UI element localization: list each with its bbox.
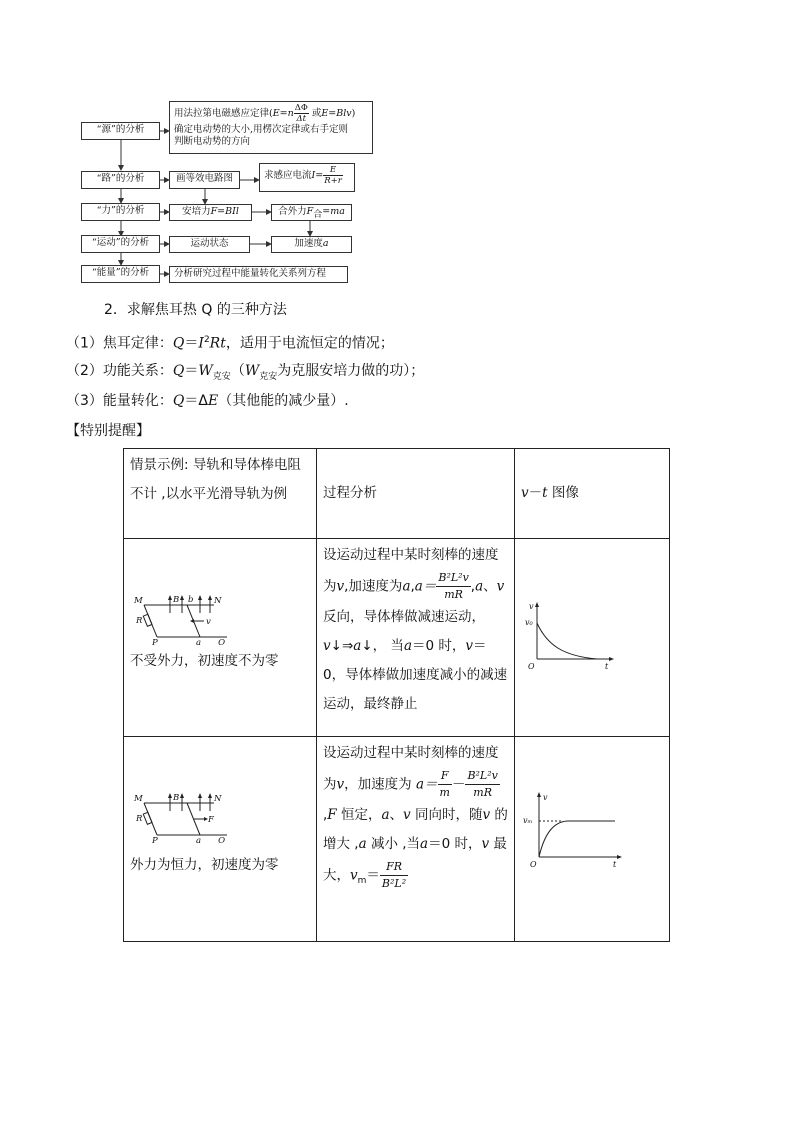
row2-process: 设运动过程中某时刻棒的速度为v，加速度为 a＝ $\frac{F}{m}$ － $\frac{\text{B²L²v}}{mR}$ ,F 恒定，a、v 同向时，随v 的增大 ,a 减小 ,当a＝0 时，v 最大，$v_m=$ $\frac{FR}{\text{B²L²}}$	[317, 737, 515, 942]
flow-energy-label: “能量”的分析	[81, 265, 160, 283]
label-b: b	[188, 595, 194, 605]
section2-title: 2．求解焦耳热 Q 的三种方法	[104, 302, 287, 318]
label-P: P	[152, 836, 158, 843]
label-B: B	[173, 793, 180, 803]
flow-force-label: “力”的分析	[81, 203, 160, 221]
label-Q: Q	[218, 638, 225, 645]
vt-graph-saturation	[523, 791, 623, 871]
special-reminder-title: 【特别提醒】	[66, 423, 150, 439]
label-N: N	[214, 596, 222, 606]
method-energy-conversion: （3）能量转化：Q＝ΔE（其他能的减少量）.	[66, 393, 349, 409]
flow-motion-box: 运动状态	[169, 236, 250, 253]
flow-net-force-box: 合外力$F_合=ma$	[271, 204, 352, 221]
label-a: a	[196, 638, 202, 645]
graph2-vm-label: vₘ	[523, 816, 533, 825]
table-row	[124, 539, 670, 737]
header-process: 过程分析	[317, 449, 515, 539]
method-work-energy: （2）功能关系：$Q=W_{克安}(W_{克安}$为克服安培力做的功）；	[66, 363, 425, 382]
label-Q: Q	[218, 836, 225, 843]
flow-circuit-box: 画等效电路图	[169, 171, 240, 189]
row2-graph	[515, 737, 670, 942]
graph1-v-label: v	[529, 602, 534, 611]
row1-graph	[515, 539, 670, 737]
vt-graph-decay	[525, 601, 615, 671]
row1-scene	[124, 539, 317, 737]
graph2-t-label: t	[613, 860, 617, 869]
flow-motion-label: “运动”的分析	[81, 235, 160, 253]
graph1-origin: O	[528, 662, 535, 671]
label-v: v	[206, 617, 211, 627]
header-scene: 情景示例: 导轨和导体棒电阻不计 ,以水平光滑导轨为例	[124, 449, 317, 539]
flowchart-connectors	[0, 0, 794, 300]
label-F: F	[208, 815, 214, 825]
flow-source-label: “源”的分析	[81, 122, 160, 140]
graph1-v0-label: v₀	[525, 618, 533, 627]
label-M: M	[134, 794, 143, 804]
label-R: R	[136, 814, 143, 824]
flow-current-box: 求感应电流I= $\frac{E}{R+r}$	[259, 163, 355, 192]
row1-process: 设运动过程中某时刻棒的速度为v,加速度为a,a＝ $\frac{\text{B²L²v}}{mR}$ ,a、v反向，导体棒做减速运动，v↓⇒a↓， 当a＝0 时，v＝0，导体棒做加速度减小的减速运动，最终静止	[317, 539, 515, 737]
table-header-row	[124, 449, 670, 539]
method-joule-law: （1）焦耳定律：$Q=I^2Rt$，适用于电流恒定的情况；	[66, 335, 394, 352]
rail-diagram-no-force	[132, 593, 242, 645]
row1-caption: 不受外力，初速度不为零	[130, 653, 279, 669]
label-a: a	[196, 836, 202, 843]
rail-diagram-constant-force	[132, 791, 242, 843]
flow-ampere-box: 安培力F=BIl	[169, 204, 252, 221]
row2-caption: 外力为恒力，初速度为零	[130, 857, 279, 873]
flow-path-label: “路”的分析	[81, 171, 160, 189]
row2-scene	[124, 737, 317, 942]
reminder-table	[123, 448, 670, 942]
header-graph: v－t 图像	[515, 449, 670, 539]
graph2-origin: O	[530, 860, 537, 869]
table-row	[124, 737, 670, 942]
label-P: P	[152, 638, 158, 645]
flow-energy-box: 分析研究过程中能量转化关系列方程	[169, 266, 348, 283]
label-B: B	[173, 595, 180, 605]
flow-accel-box: 加速度a	[271, 236, 352, 253]
label-N: N	[214, 794, 222, 804]
label-M: M	[134, 596, 143, 606]
label-R: R	[136, 616, 143, 626]
flow-source-box: 用法拉第电磁感应定律(E=n $\frac{\Delta\Phi}{\Delta t}$ 或E=Blv) 确定电动势的大小,用楞次定律或右手定则 判断电动势的方向	[169, 101, 373, 154]
graph1-t-label: t	[605, 662, 609, 671]
graph2-v-label: v	[543, 793, 548, 802]
